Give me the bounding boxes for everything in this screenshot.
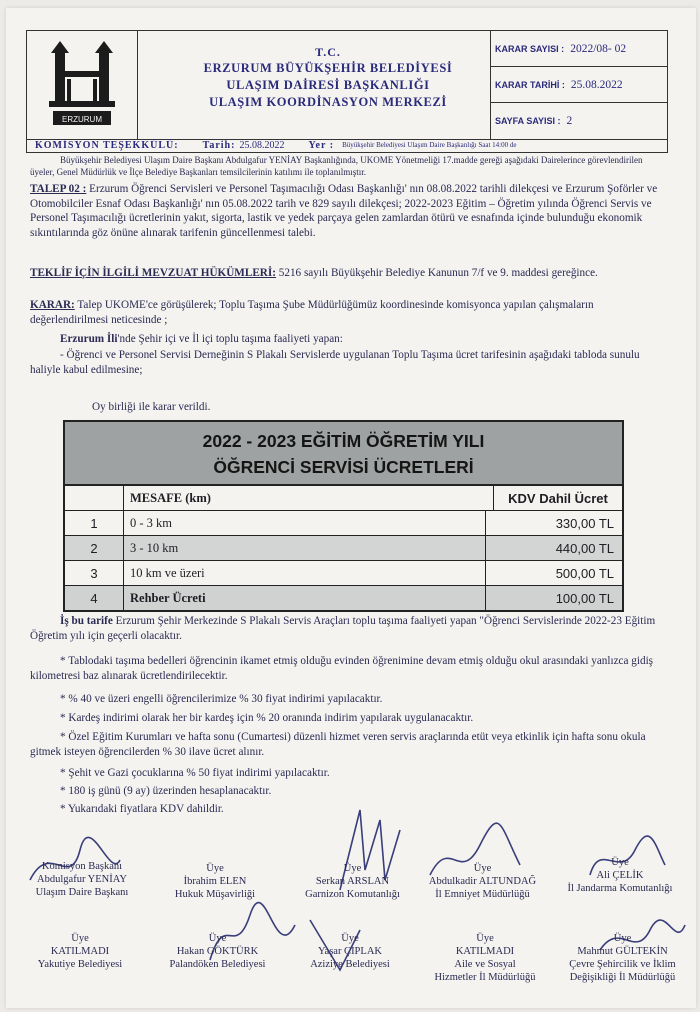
sig-name: Abdulgafur YENİAY — [37, 874, 127, 885]
yer-label: Yer : — [308, 139, 335, 151]
sig-name: İbrahim ELEN — [183, 876, 247, 887]
sig-role: Üye — [343, 863, 362, 874]
erzurum-logo-icon — [27, 31, 137, 139]
row-number: 4 — [65, 586, 124, 610]
signature-block — [150, 862, 280, 901]
sayfa-sayisi-row — [491, 103, 667, 138]
sig-name: KATILMADI — [50, 946, 110, 957]
bullet-4: * Özel Eğitim Kurumları ve hafta sonu (Cumartesi) düzenli hizmet veren servis araçlarında etüt veya etkinlik için hafta sonu okula gitmek isteyen öğrencilerden % 30 ilave ücret alınır. — [30, 731, 646, 758]
row-ucret: 330,00 TL — [555, 515, 614, 531]
intro-paragraph: Büyükşehir Belediyesi Ulaşım Daire Başkanı Abdulgafur YENİAY Başkanlığında, UKOME Yönetmeliği 17.madde gereği aşağıdaki Dairelerince görevlendirilen üyeler, Genel Müdürlük ve İlçe Belediye Başkanları temsilcilerinin katılımı ile toplanılmıştır. — [30, 155, 643, 177]
sig-name: Hakan GÖKTÜRK — [176, 946, 259, 957]
sig-name: Serkan ARSLAN — [315, 876, 390, 887]
sig-role: Üye — [71, 933, 89, 944]
sig-office: Çevre Şehircilik ve İklim — [569, 959, 676, 970]
table-row — [65, 536, 622, 561]
org-line-3: ULAŞIM KOORDİNASYON MERKEZİ — [209, 95, 447, 109]
sayfa-sayisi-value: 2 — [566, 114, 573, 127]
row-mesafe: Rehber Ücreti — [124, 586, 486, 610]
signature-block — [155, 932, 280, 971]
sig-role: Üye — [473, 863, 492, 874]
row-ucret: 100,00 TL — [555, 590, 614, 606]
karar-sayisi-label: KARAR SAYISI : — [495, 43, 565, 54]
sig-name: Ali ÇELİK — [596, 870, 644, 881]
erzurum-line — [30, 332, 666, 347]
header-box — [26, 30, 668, 140]
erzurum-rest: 'nde Şehir içi ve İl içi toplu taşıma faaliyeti yapan: — [117, 333, 343, 345]
sayfa-sayisi-label: SAYFA SAYISI : — [495, 115, 561, 126]
row-ucret: 440,00 TL — [555, 540, 614, 556]
komisyon-label: KOMİSYON TEŞEKKÜLÜ: — [35, 139, 179, 151]
talep-label: TALEP 02 : — [30, 183, 87, 195]
table-row — [65, 586, 622, 610]
row-number: 2 — [65, 536, 124, 560]
bullet-5: * Şehit ve Gazi çocuklarına % 50 fiyat indirimi yapılacaktır. — [60, 767, 330, 779]
karar-label: KARAR: — [30, 299, 75, 311]
karar-tarihi-value: 25.08.2022 — [570, 78, 623, 91]
bullet-7: * Yukarıdaki fiyatlara KDV dahildir. — [60, 803, 224, 815]
tarih-label: Tarih: — [202, 139, 236, 151]
erzurum-bold: Erzurum İli — [60, 333, 118, 345]
logo-text: ERZURUM — [62, 115, 102, 124]
sig-office: İl Jandarma Komutanlığı — [567, 883, 673, 894]
table-row — [65, 511, 622, 536]
signature-block — [20, 932, 140, 971]
sig-name: Abdulkadir ALTUNDAĞ — [428, 876, 537, 887]
sig-role: Üye — [613, 933, 632, 944]
table-title-line-1: 2022 - 2023 EĞİTİM ÖĞRETİM YILI — [202, 431, 485, 451]
tarife-text: Erzurum Şehir Merkezinde S Plakalı Servis Araçları toplu taşıma faaliyeti yapan "Öğrenci Servislerinde 2022-23 Eğitim Öğretim yılı için geçerli olacaktır. — [30, 615, 656, 642]
ucret-table — [63, 420, 624, 612]
sig-office-2: Hizmetler İl Müdürlüğü — [434, 972, 536, 983]
row-mesafe: 0 - 3 km — [124, 511, 486, 535]
dash-line: - Öğrenci ve Personel Servisi Derneğinin S Plakalı Servislerde uygulanan Toplu Taşıma ücret tarifesinin aşağıdaki tabloda sunulu haliyle kabul edilmesine; — [30, 349, 640, 376]
sig-office: Palandöken Belediyesi — [169, 959, 266, 970]
sig-role: Üye — [611, 857, 629, 868]
row-mesafe: 3 - 10 km — [124, 536, 486, 560]
karar-text: Talep UKOME'ce görüşülerek; Toplu Taşıma Şube Müdürlüğümüz koordinesinde komisyonca yapılan çalışmaların değerlendirilmesi neticesinde ; — [30, 299, 594, 326]
table-row — [65, 561, 622, 586]
signature-block — [290, 862, 415, 901]
signature-block — [555, 932, 690, 984]
sig-office-2: Değişikliği İl Müdürlüğü — [569, 972, 676, 983]
sig-role: Komisyon Başkanı — [41, 861, 123, 872]
sig-role: Üye — [208, 933, 227, 944]
tc-label: T.C. — [315, 45, 341, 59]
oy-birligi: Oy birliği ile karar verildi. — [92, 401, 211, 413]
karar-sayisi-row — [491, 31, 667, 67]
bullet-2: * % 40 ve üzeri engelli öğrencilerimize % 30 fiyat indirimi yapılacaktır. — [60, 693, 383, 705]
row-ucret: 500,00 TL — [555, 565, 614, 581]
sig-role: Üye — [206, 863, 224, 874]
header-title-block — [139, 31, 517, 139]
sig-office: Garnizon Komutanlığı — [305, 889, 400, 900]
talep-paragraph — [30, 182, 666, 240]
org-line-1: ERZURUM BÜYÜKŞEHİR BELEDİYESİ — [203, 61, 453, 75]
komisyon-row — [26, 138, 668, 153]
row-number: 1 — [65, 511, 124, 535]
yer-value: Büyükşehir Belediyesi Ulaşım Daire Başkanlığı Saat 14:00 de — [342, 141, 517, 149]
sig-office: Yakutiye Belediyesi — [37, 959, 123, 970]
tarife-paragraph — [30, 614, 666, 643]
col-mesafe-header: MESAFE (km) — [124, 486, 494, 510]
sig-office: İl Emniyet Müdürlüğü — [435, 889, 530, 900]
teklif-label: TEKLİF İÇİN İLGİLİ MEVZUAT HÜKÜMLERİ: — [30, 267, 276, 279]
tarife-bold: İş bu tarife — [60, 615, 113, 627]
teklif-text: 5216 sayılı Büyükşehir Belediye Kanunun 7/f ve 9. maddesi gereğince. — [278, 267, 598, 279]
row-number: 3 — [65, 561, 124, 585]
sig-office: Ulaşım Daire Başkanı — [35, 887, 129, 898]
sig-name: Yaşar ÇIPLAK — [318, 946, 382, 957]
row-mesafe: 10 km ve üzeri — [124, 561, 486, 585]
bullet-6: * 180 iş günü (9 ay) üzerinden hesaplanacaktır. — [60, 785, 272, 797]
sig-role: Üye — [341, 933, 359, 944]
karar-paragraph — [30, 298, 666, 327]
sig-role: Üye — [476, 933, 494, 944]
bullet-3: * Kardeş indirimi olarak her bir kardeş için % 20 oranında indirim yapılarak uygulanacaktır. — [60, 712, 474, 724]
sig-office: Hukuk Müşavirliği — [174, 889, 256, 900]
teklif-paragraph — [30, 266, 666, 281]
tarih-value: 25.08.2022 — [239, 139, 285, 151]
sig-office: Aziziye Belediyesi — [310, 959, 390, 970]
table-title-line-2: ÖĞRENCİ SERVİSİ ÜCRETLERİ — [213, 457, 474, 477]
karar-tarihi-label: KARAR TARİHİ : — [495, 79, 565, 90]
signature-block — [555, 856, 685, 895]
signature-block — [290, 932, 410, 971]
karar-sayisi-value: 2022/08- 02 — [570, 42, 627, 55]
table-title — [65, 422, 622, 486]
signature-block — [415, 862, 550, 901]
org-line-2: ULAŞIM DAİRESİ BAŞKANLIĞI — [226, 78, 430, 92]
sig-name: KATILMADI — [455, 946, 515, 957]
talep-text: Erzurum Öğrenci Servisleri ve Personel Taşımacılığı Odası Başkanlığı' nın 08.08.2022 tarihli dilekçesi ve Erzurum Şoförler ve Otomobilciler Esnaf Odası Başkanlığı' nın 05.08.2022 tarih ve 829 sayılı dilekçesi; 2022-2023 Eğitim – Öğretim yılında Öğrenci Servis ve Personel Taşımacılığı ücretlerinin yakıt, sigorta, lastik ve yedek parçaya gelen zamlardan ötürü ve esnafında içinde bulunduğu ekonomik sıkıntılarında göz önüne alınarak tarifenin güncellenmesi talebi. — [30, 183, 658, 239]
col-ucret-header: KDV Dahil Ücret — [508, 490, 608, 506]
bullet-1: * Tablodaki taşıma bedelleri öğrencinin ikamet etmiş olduğu evinden öğrenimine devam etmiş olduğu okul arasındaki yanlızca gidiş kilometresi baz alınarak ücretlendirilecektir. — [30, 655, 654, 682]
sig-name: Mahmut GÜLTEKİN — [577, 946, 668, 957]
signature-block — [420, 932, 550, 984]
header-meta — [490, 31, 667, 139]
karar-tarihi-row — [491, 67, 667, 103]
sig-office: Aile ve Sosyal — [454, 959, 516, 970]
logo — [27, 31, 138, 139]
signature-block — [22, 860, 142, 899]
table-header-row — [65, 486, 622, 511]
